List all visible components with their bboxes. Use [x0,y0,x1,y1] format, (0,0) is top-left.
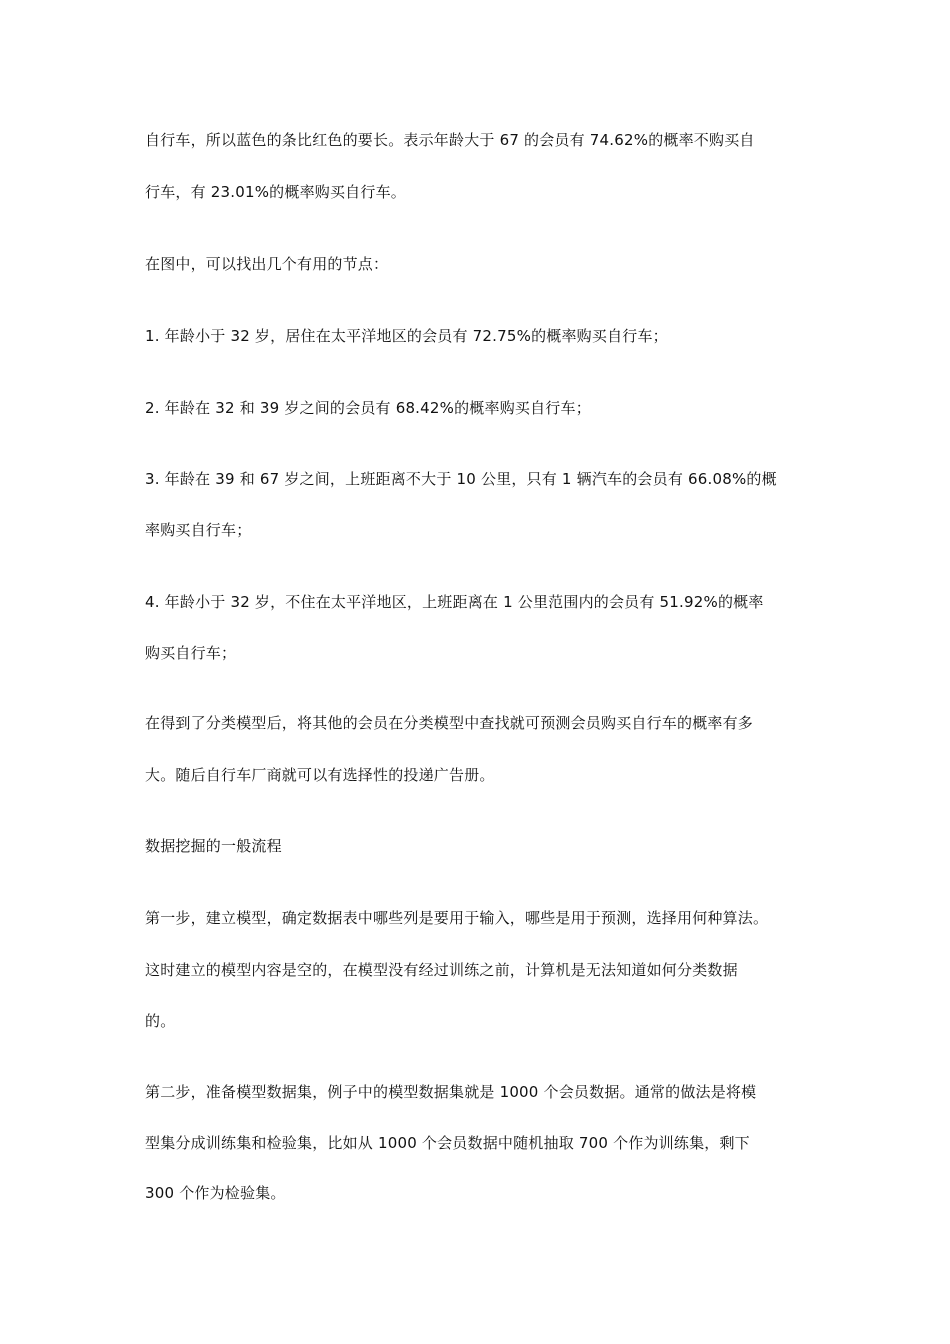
list-item-continuation: 率购买自行车； [145,521,252,539]
paragraph-line: 第一步，建立模型，确定数据表中哪些列是要用于输入，哪些是用于预测，选择用何种算法。 [145,909,769,927]
paragraph-line: 自行车，所以蓝色的条比红色的要长。表示年龄大于 67 的会员有 74.62%的概率不购买自 [145,131,755,149]
list-item: 4. 年龄小于 32 岁，不住在太平洋地区，上班距离在 1 公里范围内的会员有 51.92%的概率 [145,593,764,611]
paragraph-line: 300 个作为检验集。 [145,1184,286,1202]
paragraph-line: 型集分成训练集和检验集，比如从 1000 个会员数据中随机抽取 700 个作为训练集，剩下 [145,1134,750,1152]
paragraph-line: 在图中，可以找出几个有用的节点： [145,255,389,273]
list-item: 3. 年龄在 39 和 67 岁之间，上班距离不大于 10 公里，只有 1 辆汽车的会员有 66.08%的概 [145,470,777,488]
paragraph-line: 的。 [145,1012,176,1030]
list-item-continuation: 购买自行车； [145,644,237,662]
paragraph-line: 大。随后自行车厂商就可以有选择性的投递广告册。 [145,766,495,784]
list-item: 2. 年龄在 32 和 39 岁之间的会员有 68.42%的概率购买自行车； [145,399,591,417]
paragraph-line: 行车，有 23.01%的概率购买自行车。 [145,183,406,201]
paragraph-line: 在得到了分类模型后，将其他的会员在分类模型中查找就可预测会员购买自行车的概率有多 [145,714,754,732]
section-heading: 数据挖掘的一般流程 [145,837,282,855]
list-item: 1. 年龄小于 32 岁，居住在太平洋地区的会员有 72.75%的概率购买自行车； [145,327,668,345]
paragraph-line: 第二步，准备模型数据集，例子中的模型数据集就是 1000 个会员数据。通常的做法是将模 [145,1083,757,1101]
paragraph-line: 这时建立的模型内容是空的，在模型没有经过训练之前，计算机是无法知道如何分类数据 [145,961,738,979]
